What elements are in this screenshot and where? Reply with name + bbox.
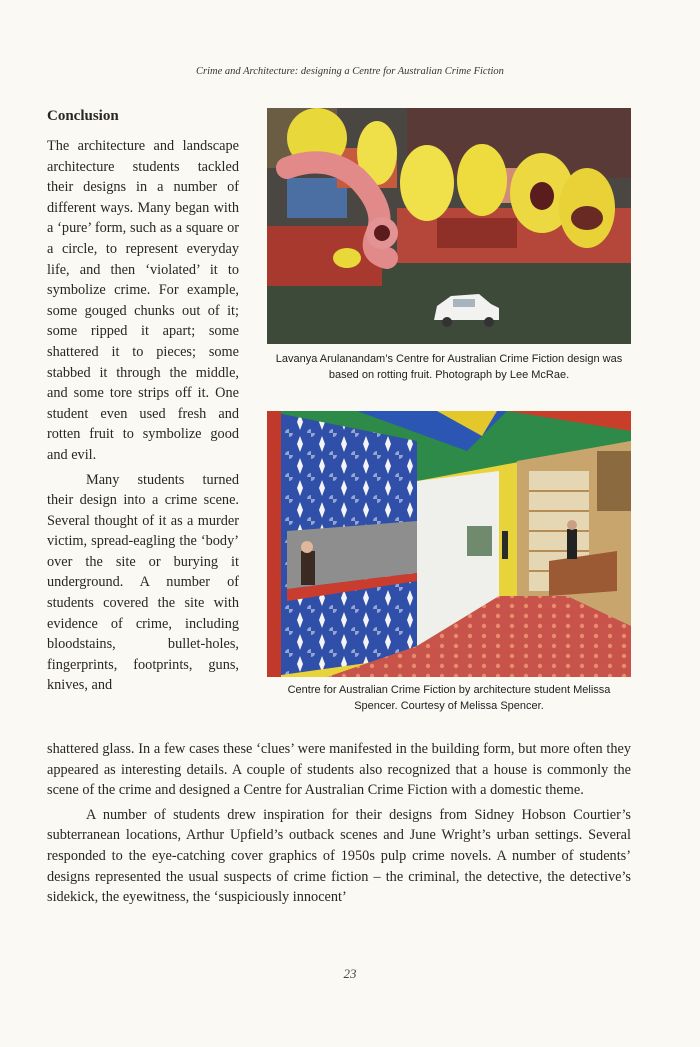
- paragraph-2: Many students turned their design into a crime scene. Several thought of it as a murder victim, spread-eagling the ‘body’ over the site or burying it underground. A number of students covered the site with evidence of crime, including bloodstains, bullet-holes, fingerprints, footprints, guns, knives, and: [47, 471, 239, 694]
- full-width-text: [47, 739, 631, 908]
- section-heading: Conclusion: [47, 108, 119, 124]
- paragraph-1: The architecture and landscape architecture students tackled their designs in a number of different ways. Many began with a ‘pure’ form, such as a square or a circle, to represent everyday life, and then ‘violated’ it to symbolize crime. For example, some gouged chunks out of it; some ripped it apart; some shattered it to pieces; some stabbed it through the middle, and some tore strips off it. One student even used fresh and rotten fruit to symbolize good and evil.: [47, 138, 239, 463]
- figure-rotting-fruit-model: [267, 108, 631, 344]
- paragraph-3: A number of students drew inspiration for their designs from Sidney Hobson Courtier’s subterranean locations, Arthur Upfield’s outback scenes and June Wright’s urban settings. Several responded to the eye-catching cover graphics of 1950s pulp crime novels. A number of students’ designs represented the usual suspects of crime fiction – the criminal, the detective, the detective’s sidekick, the eyewitness, the ‘suspiciously innocent’: [47, 806, 631, 906]
- collage-interior: [267, 411, 631, 677]
- paragraph-2-continued: shattered glass. In a few cases these ‘clues’ were manifested in the building form, but more often they appeared as interesting details. A couple of students also recognized that a house is commonly the scene of the crime and designed a Centre for Australian Crime Fiction with a domestic theme.: [47, 741, 631, 799]
- photo-fruit-model: [267, 108, 631, 344]
- page-number: 23: [343, 966, 357, 981]
- running-head: Crime and Architecture: designing a Centre for Australian Crime Fiction: [196, 66, 504, 77]
- figure-interior-collage: [267, 411, 631, 677]
- left-column: [47, 136, 239, 696]
- figure-1-caption: Lavanya Arulanandam’s Centre for Australian Crime Fiction design was based on rotting fruit. Photograph by Lee McRae.: [275, 353, 623, 381]
- figure-2-caption: Centre for Australian Crime Fiction by architecture student Melissa Spencer. Courtesy of Melissa Spencer.: [287, 684, 611, 712]
